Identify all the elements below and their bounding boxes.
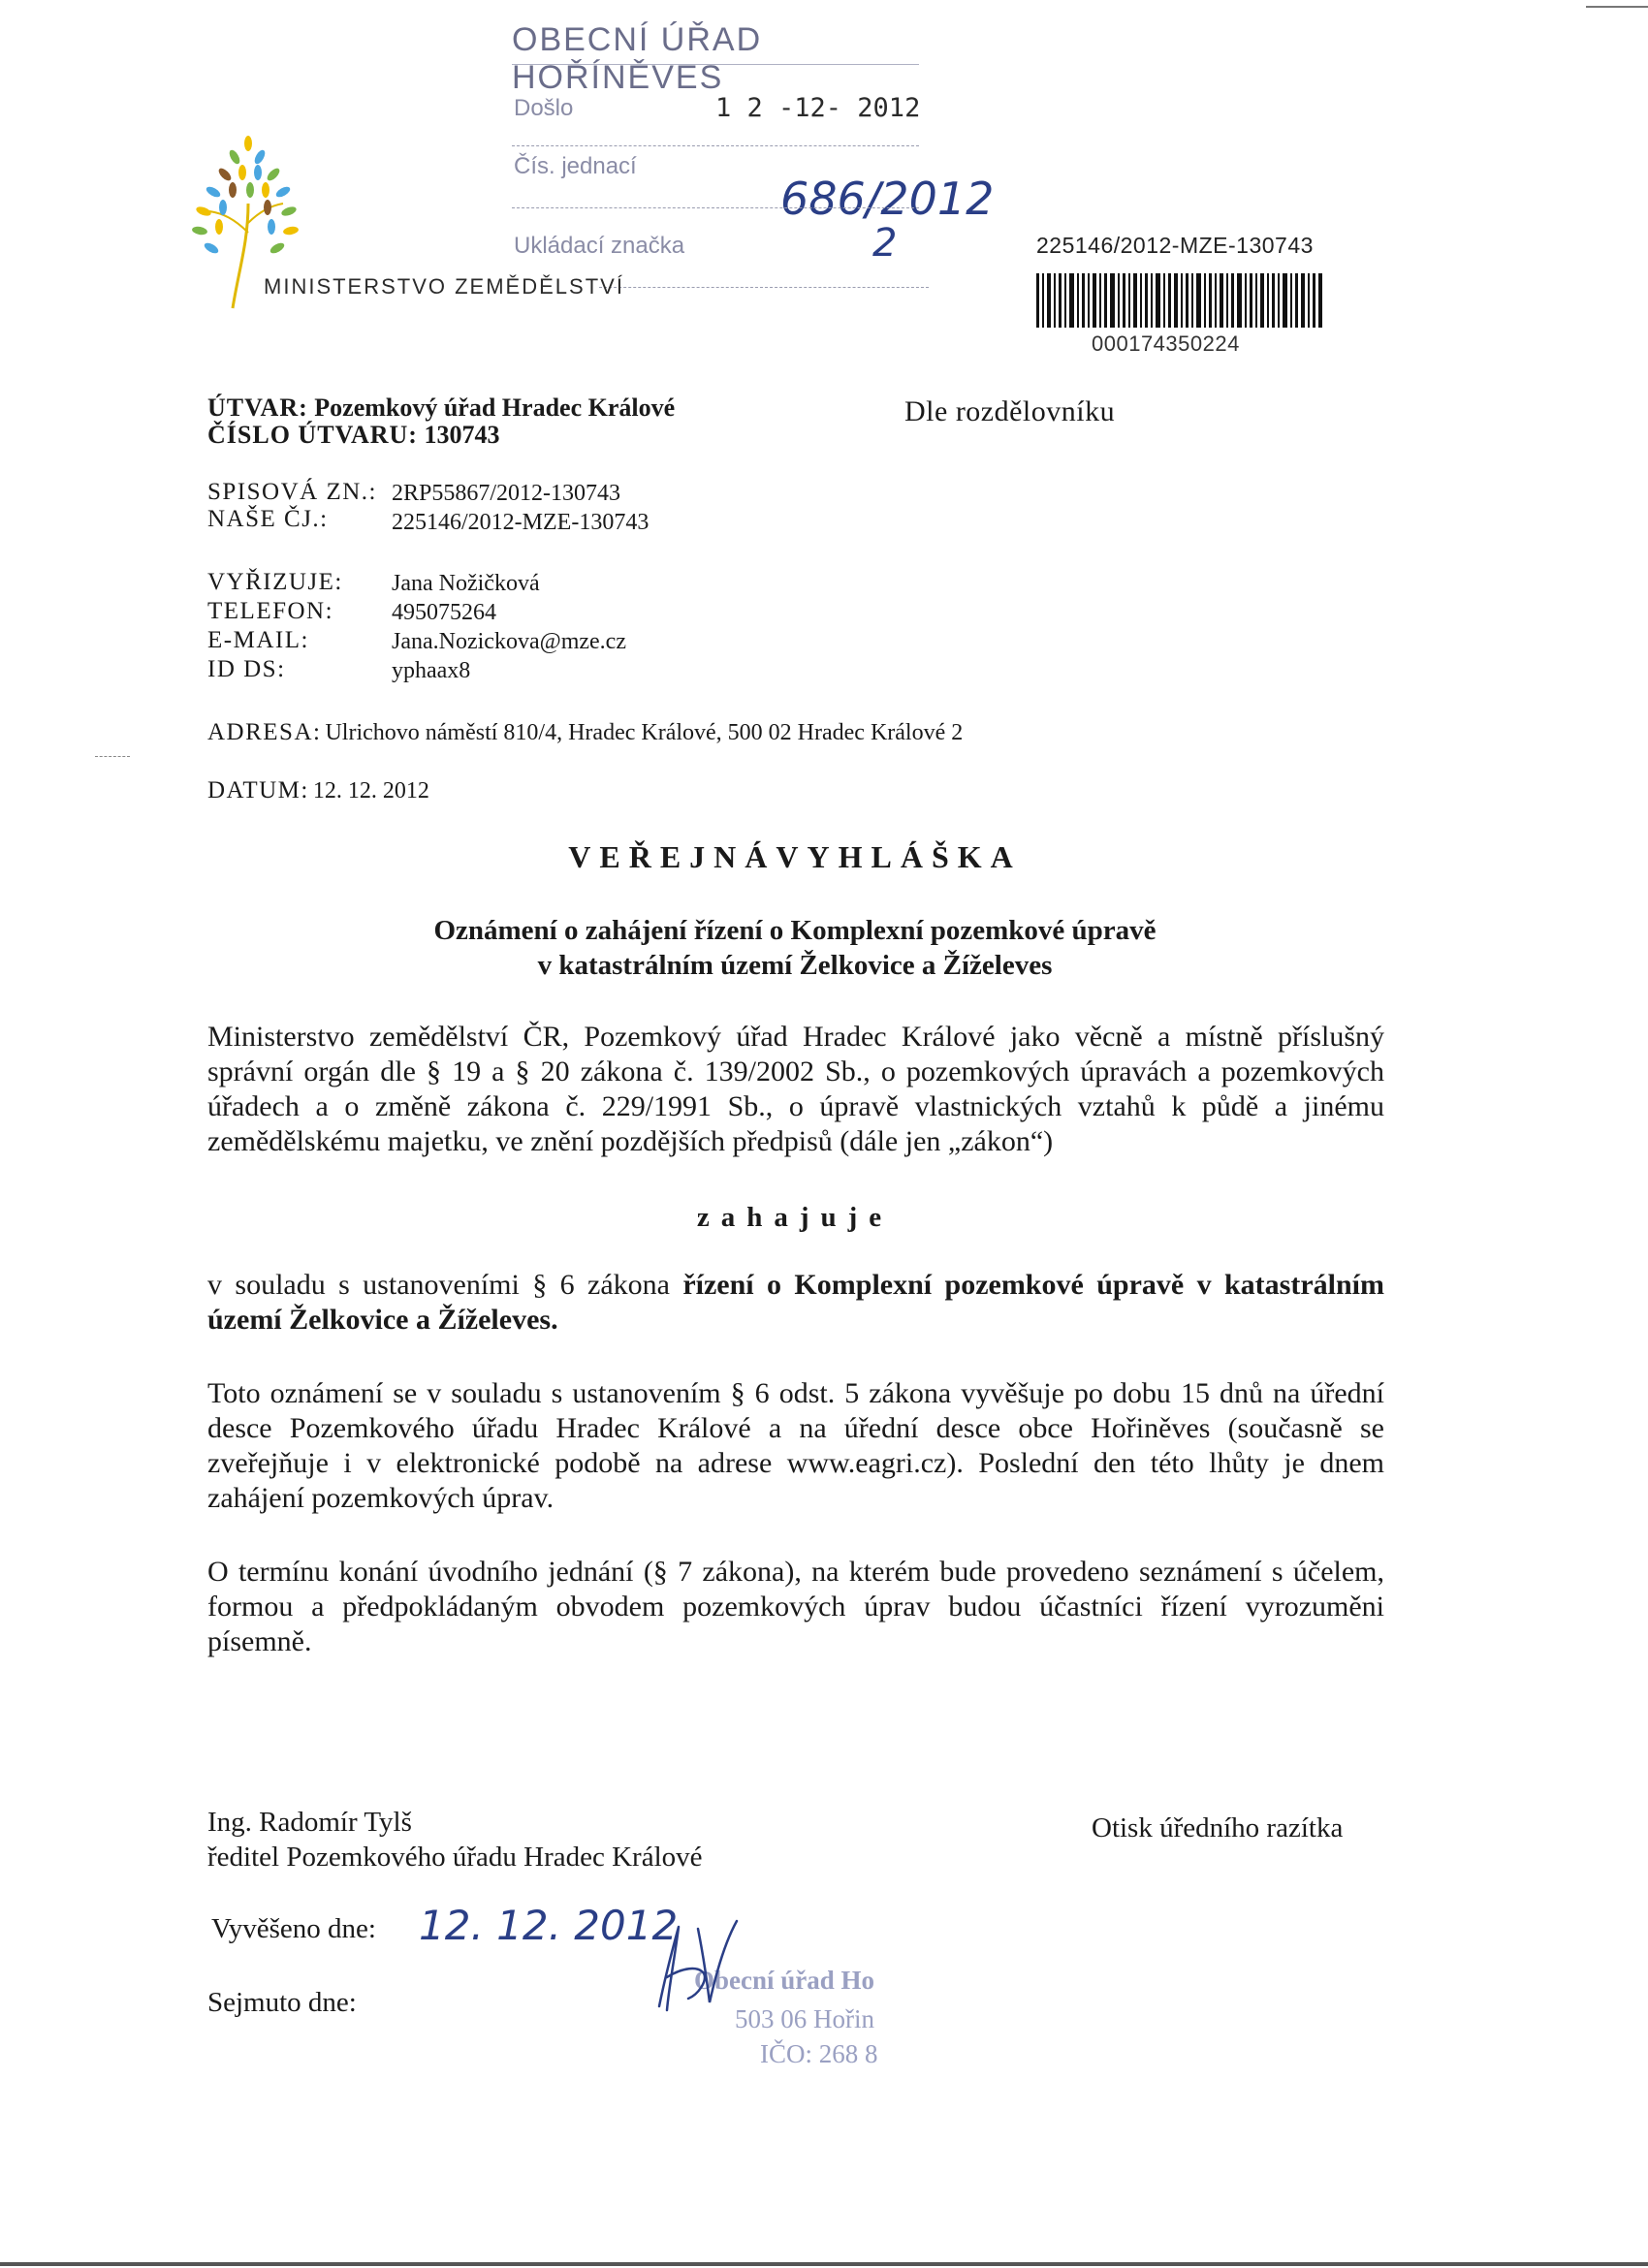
stamp-divider (512, 64, 919, 65)
barcode-number: 225146/2012-MZE-130743 (1036, 233, 1314, 258)
cislo-label: ČÍSLO ÚTVARU: (207, 421, 418, 449)
nase-label: NAŠE ČJ.: (207, 506, 329, 532)
stamp-filing-label: Ukládací značka (514, 233, 685, 259)
cislo-value: 130743 (424, 421, 500, 449)
adresa-line (207, 719, 963, 746)
recipient: Dle rozdělovníku (904, 395, 1116, 427)
telefon-label: TELEFON: (207, 598, 334, 624)
stamp-received-label: Došlo (514, 95, 574, 121)
telefon-value: 495075264 (392, 600, 496, 625)
nase-value: 225146/2012-MZE-130743 (392, 510, 650, 535)
zahajuje-heading: zahajuje (696, 1202, 894, 1233)
idds-value: yphaax8 (392, 658, 471, 683)
posted-date: 12. 12. 2012 (419, 1902, 679, 1949)
datum-label: DATUM: (207, 777, 309, 803)
scan-edge (1586, 6, 1648, 8)
paragraph-1 (207, 1020, 1384, 1159)
paragraph-3 (207, 1376, 1384, 1516)
stamp-received-date: 1 2 -12- 2012 (715, 93, 921, 123)
utvar-value: Pozemkový úřad Hradec Králové (314, 394, 676, 422)
stamp-title: OBECNÍ ÚŘAD HOŘÍNĚVES (512, 21, 763, 96)
paragraph-4-text: O termínu konání úvodního jednání (§ 7 zákona), na kterém bude provedeno seznámení s účelem, formou a předpokládaným obvodem pozemkových úprav budou účastníci řízení vyrozuměni písemně. (207, 1556, 1384, 1657)
barcode-block (1028, 223, 1338, 368)
signatory-role: ředitel Pozemkového úřadu Hradec Králové (207, 1842, 703, 1873)
ministry-name: MINISTERSTVO ZEMĚDĚLSTVÍ (264, 274, 624, 299)
handwritten-signature (640, 1909, 776, 2016)
paragraph-2-lead: v souladu s ustanoveními § 6 zákona (207, 1269, 683, 1301)
document-subtitle-1: Oznámení o zahájení řízení o Komplexní pozemkové úpravě (433, 915, 1157, 946)
paragraph-4 (207, 1555, 1384, 1659)
email-value: Jana.Nozickova@mze.cz (392, 629, 626, 654)
utvar-label: ÚTVAR: (207, 394, 308, 422)
signatory-name: Ing. Radomír Tylš (207, 1807, 412, 1838)
office-stamp-line-2: 503 06 Hořin (735, 2004, 874, 2033)
adresa-label: ADRESA: (207, 719, 322, 745)
posted-label: Vyvěšeno dne: (211, 1913, 376, 1944)
office-stamp-line-1: Obecní úřad Ho (694, 1966, 875, 1995)
removed-label: Sejmuto dne: (207, 1987, 357, 2018)
document-subtitle-2: v katastrálním území Želkovice a Žíželeves (537, 950, 1053, 981)
datum-line (207, 777, 429, 804)
paragraph-2-bold: řízení o Komplexní pozemkové úpravě v katastrálním území Želkovice a Žíželeves. (207, 1269, 1384, 1336)
stamp-ref-value: 686/2012 (780, 173, 995, 225)
office-stamp-line-3: IČO: 268 8 (760, 2039, 878, 2068)
utvar-line (207, 394, 675, 423)
idds-label: ID DS: (207, 656, 286, 682)
stamp-ref-label: Čís. jednací (514, 153, 637, 179)
scan-bottom (0, 2262, 1648, 2266)
vyrizuje-label: VYŘIZUJE: (207, 569, 343, 595)
paragraph-1-text: Ministerstvo zemědělství ČR, Pozemkový úřad Hradec Králové jako věcně a místně příslušný správní orgán dle § 19 a § 20 zákona č. 139/2002 Sb., o pozemkových úpravách a pozemkových úřadech a o změně zákona č. 229/1991 Sb., o úpravě vlastnických vztahů k půdě a jinému zemědělskému majetku, ve znění pozdějších předpisů (dále jen „zákon“) (207, 1021, 1384, 1157)
vyrizuje-value: Jana Nožičková (392, 571, 540, 596)
datum-value: 12. 12. 2012 (312, 778, 429, 803)
spis-value: 2RP55867/2012-130743 (392, 481, 621, 506)
ministry-logo (165, 136, 708, 320)
spis-label: SPISOVÁ ZN.: (207, 479, 377, 505)
stamp-filing-value: 2 (872, 221, 898, 266)
adresa-value: Ulrichovo náměstí 810/4, Hradec Králové, 500 02 Hradec Králové 2 (325, 720, 964, 745)
paragraph-2 (207, 1268, 1384, 1338)
paragraph-3-text: Toto oznámení se v souladu s ustanovením § 6 odst. 5 zákona vyvěšuje po dobu 15 dnů na úřední desce Pozemkového úřadu Hradec Králové a na úřední desce obce Hořiněves (současně se zveřejňuje i v elektronické podobě na adrese www.eagri.cz). Poslední den této lhůty je dnem zahájení pozemkových úprav. (207, 1377, 1384, 1514)
document-title: VEŘEJNÁVYHLÁŠKA (568, 839, 1022, 874)
barcode-icon (1036, 273, 1327, 328)
scan-dash (95, 756, 130, 757)
cislo-line (207, 421, 499, 450)
barcode-id: 000174350224 (1092, 331, 1240, 356)
stamp-placeholder: Otisk úředního razítka (1092, 1812, 1344, 1843)
email-label: E-MAIL: (207, 627, 309, 653)
